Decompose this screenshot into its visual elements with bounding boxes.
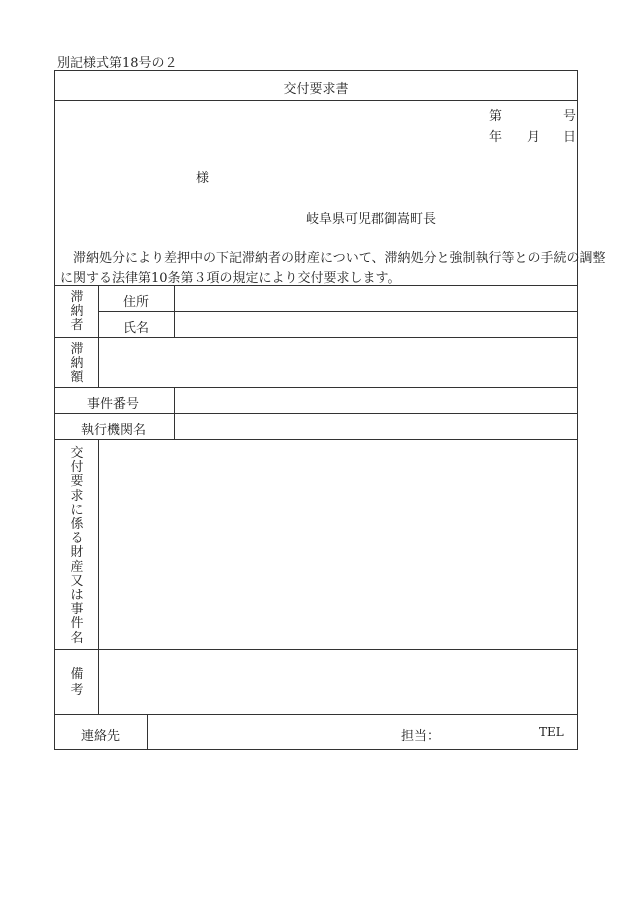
taxpayer-divider <box>55 337 577 338</box>
property-label-divider <box>98 439 99 714</box>
body-line-2: に関する法律第10条第３項の規定により交付要求します。 <box>60 271 401 286</box>
date-year: 年 <box>489 130 503 145</box>
remarks-divider <box>55 714 577 715</box>
remarks-label: 備 考 <box>70 667 84 698</box>
enforcement-agency-label: 執行機関名 <box>81 423 147 438</box>
property-divider <box>55 649 577 650</box>
contact-label-divider <box>147 714 148 750</box>
date-day: 日 <box>563 130 577 145</box>
number-prefix: 第 <box>489 109 503 124</box>
number-suffix: 号 <box>563 109 577 124</box>
person-in-charge-label: 担当： <box>401 729 441 744</box>
label-column-divider <box>98 285 99 387</box>
agency-divider <box>55 439 577 440</box>
issuer: 岐阜県可児郡御嵩町長 <box>306 212 437 227</box>
arrears-divider <box>55 387 577 388</box>
taxpayer-value-divider <box>174 285 175 337</box>
property-label: 交 付 要 求 に 係 る 財 産 又 は 事 件 名 <box>70 446 84 646</box>
name-label: 氏名 <box>123 321 150 336</box>
body-line-1: 滞納処分により差押中の下記滞納者の財産について、滞納処分と強制執行等との手続の調整 <box>73 251 606 266</box>
title-divider <box>55 100 577 101</box>
taxpayer-label: 滞 納 者 <box>70 290 84 334</box>
date-month: 月 <box>527 130 541 145</box>
addressee-suffix: 様 <box>196 171 210 186</box>
form-number: 別記様式第18号の２ <box>57 56 178 71</box>
contact-label: 連絡先 <box>81 729 121 744</box>
case-divider <box>55 413 577 414</box>
address-divider <box>98 311 577 312</box>
request-form <box>54 70 606 750</box>
tel-label: TEL <box>539 725 564 739</box>
case-number-label: 事件番号 <box>87 397 140 412</box>
form-title: 交付要求書 <box>283 82 349 97</box>
arrears-label: 滞 納 額 <box>70 342 84 386</box>
address-label: 住所 <box>123 295 150 310</box>
case-value-divider <box>174 387 175 439</box>
